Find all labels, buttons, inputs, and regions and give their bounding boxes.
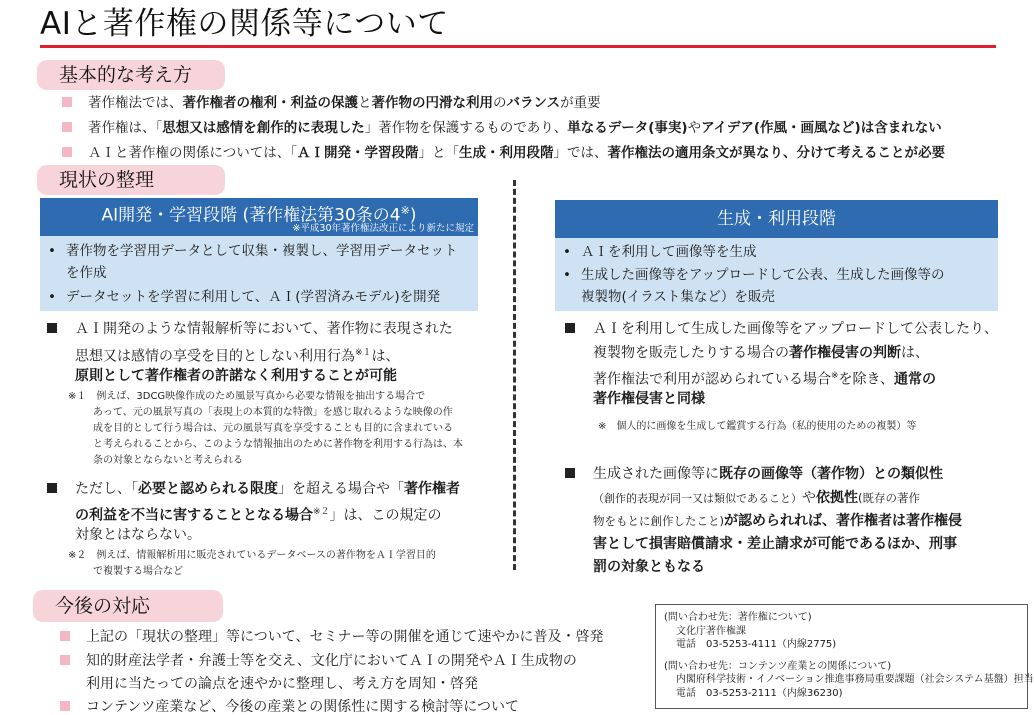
black-square-bullet-icon (565, 468, 575, 478)
gen-point-1-line-4: 著作権侵害と同様 (593, 391, 705, 407)
section-header-future: 今後の対応 (33, 590, 223, 622)
dev-point-2: ただし、「必要と認められる限度」を超える場合や「著作権者 (47, 478, 460, 500)
gen-point-2-line-3: 物をもとに創作したこと)が認められれば、著作権者は著作権侵 (593, 513, 962, 529)
list-item: • データセットを学習に利用して、ＡＩ(学習済みモデル)を開発 (48, 289, 441, 305)
gen-point-2-line-5: 罰の対象ともなる (593, 559, 705, 575)
contact-org-cabinet: 内閣府科学技術・イノベーション推進事務局重要課題（社会システム基盤）担当 (676, 674, 1034, 685)
pink-square-bullet-icon (62, 147, 72, 157)
section-header-status: 現状の整理 (37, 165, 225, 195)
future-point-3: コンテンツ産業など、今後の産業との関係性に関する検討等について (60, 696, 519, 715)
list-item-continued: 複製物(イラスト集など）を販売 (581, 289, 775, 305)
list-item: • ＡＩを利用して画像等を生成 (563, 244, 757, 260)
gen-footnote: ※ 個人的に画像を生成して鑑賞する行為（私的使用のための複製）等 (598, 421, 917, 432)
black-square-bullet-icon (565, 323, 575, 333)
list-item-continued: を作成 (66, 265, 107, 281)
contact-phone-cabinet: 電話 03-5253-2111（内線36230) (676, 687, 843, 699)
dev-stage-summary (40, 236, 478, 311)
gen-point-2-line-2: （創作的表現が同一又は類似であること）や依拠性(既存の著作 (593, 490, 920, 506)
pink-square-bullet-icon (62, 97, 72, 107)
dev-stage-note: ※平成30年著作権法改正により新たに規定 (292, 223, 474, 234)
dev-footnote-2: ※２ 例えば、情報解析用に販売されているデータベースの著作物をＡＩ学習目的 (68, 550, 436, 561)
page-title: AIと著作権の関係等について (40, 6, 449, 42)
gen-point-1-line-3: 著作権法で利用が認められている場合※を除き、通常の (593, 371, 936, 388)
section-header-basic: 基本的な考え方 (37, 60, 225, 90)
basic-point-1: 著作権法では、著作権者の権利・利益の保護と著作物の円滑な利用のバランスが重要 (62, 93, 601, 113)
black-square-bullet-icon (47, 483, 57, 493)
future-point-1: 上記の「現状の整理」等について、セミナー等の開催を通じて速やかに普及・啓発 (60, 626, 603, 648)
contact-box (655, 604, 1034, 709)
dev-footnote-1-line: あって、元の風景写真の「表現上の本質的な特徴」を感じ取れるような映像の作 (93, 407, 453, 418)
pink-square-bullet-icon (60, 701, 70, 711)
contact-phone-agency: 電話 03-5253-4111（内線2775) (676, 639, 837, 650)
dev-stage-header (40, 198, 478, 236)
contact-label-content: (問い合わせ先：コンテンツ産業との関係について) (664, 660, 892, 672)
pink-square-bullet-icon (60, 655, 70, 665)
list-item: • 生成した画像等をアップロードして公表、生成した画像等の (563, 267, 945, 283)
dev-point-2-line-3: 対象とはならない。 (75, 527, 201, 543)
gen-point-1-line-2: 複製物を販売したりする場合の著作権侵害の判断は、 (593, 345, 929, 361)
gen-point-1: ＡＩを利用して生成した画像等をアップロードして公表したり、 (565, 318, 998, 340)
gen-stage-summary (555, 238, 998, 311)
dev-point-2-line-2: の利益を不当に害することとなる場合$^{※2}$」は、この規定の (75, 507, 442, 524)
basic-point-2: 著作権は、「思想又は感情を創作的に表現した」著作物を保護するものであり、単なるデータ(事実)やアイデア(作風・画風など)は含まれない (62, 118, 942, 138)
dev-footnote-1: ※１ 例えば、3DCG映像作成のため風景写真から必要な情報を抽出する場合で (68, 391, 426, 402)
list-item: • 著作物を学習用データとして収集・複製し、学習用データセット (48, 243, 458, 259)
gen-point-2: 生成された画像等に既存の画像等（著作物）との類似性 (565, 463, 943, 485)
dev-footnote-1-line: と考えられることから、このような情報抽出のために著作物を利用する行為は、本 (93, 439, 463, 450)
contact-label-copyright: (問い合わせ先：著作権について) (664, 612, 812, 623)
dev-footnote-1-line: 成を目的として行う場合は、元の風景写真を享受することも目的に含まれている (93, 423, 453, 434)
gen-point-2-line-4: 害として損害賠償請求・差止請求が可能であるほか、刑事 (593, 536, 957, 552)
dev-point-1-line-2: 思想又は感情の享受を目的としない利用行為$^{※1}$は、 (75, 348, 400, 365)
basic-point-3: ＡＩと著作権の関係については、「ＡＩ開発・学習段階」と「生成・利用段階」では、著作権法の適用条文が異なり、分けて考えることが必要 (62, 143, 945, 163)
pink-square-bullet-icon (60, 631, 70, 641)
dev-footnote-2-line: で複製する場合など (93, 566, 183, 577)
contact-org-agency: 文化庁著作権課 (676, 625, 746, 637)
gen-stage-header: 生成・利用段階 (555, 200, 998, 238)
future-point-2-line-2: 利用に当たっての論点を速やかに整理し、考え方を周知・啓発 (86, 676, 478, 692)
black-square-bullet-icon (47, 323, 57, 333)
dev-stage-title: AI開発・学習段階 (著作権法第30条の4※) (101, 204, 417, 226)
future-point-2: 知的財産法学者・弁護士等を交え、文化庁においてＡＩの開発やＡＩ生成物の (60, 650, 577, 672)
column-divider (513, 180, 516, 570)
dev-point-1: ＡＩ開発のような情報解析等において、著作物に表現された (47, 318, 453, 340)
dev-footnote-1-line: 条の対象とならないと考えられる (93, 455, 243, 466)
title-underline (40, 45, 996, 48)
pink-square-bullet-icon (62, 122, 72, 132)
dev-point-1-line-3: 原則として著作権者の許諾なく利用することが可能 (75, 368, 397, 384)
